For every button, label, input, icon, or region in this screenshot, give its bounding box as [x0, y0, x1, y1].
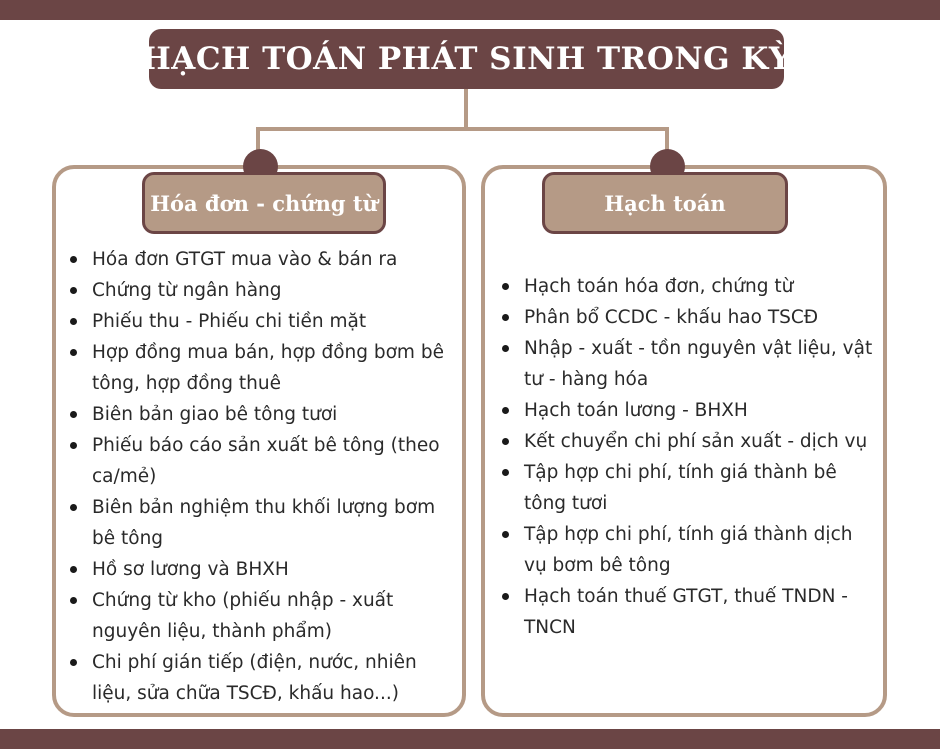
list-item: Tập hợp chi phí, tính giá thành dịch vụ bơm bê tông: [500, 519, 875, 581]
diagram-title: HẠCH TOÁN PHÁT SINH TRONG KỲ: [149, 29, 784, 89]
top-band: [0, 0, 940, 20]
list-item: Biên bản nghiệm thu khối lượng bơm bê tông: [68, 492, 453, 554]
list-item: Hồ sơ lương và BHXH: [68, 554, 453, 585]
list-item: Phân bổ CCDC - khấu hao TSCĐ: [500, 302, 875, 333]
list-item: Hợp đồng mua bán, hợp đồng bơm bê tông, hợp đồng thuê: [68, 337, 453, 399]
left-item-list: [68, 244, 453, 709]
list-item: Tập hợp chi phí, tính giá thành bê tông tươi: [500, 457, 875, 519]
right-item-list: [500, 271, 875, 643]
bottom-band: [0, 729, 940, 749]
list-item: Phiếu thu - Phiếu chi tiền mặt: [68, 306, 453, 337]
list-item: Hạch toán thuế GTGT, thuế TNDN - TNCN: [500, 581, 875, 643]
list-item: Chứng từ kho (phiếu nhập - xuất nguyên liệu, thành phẩm): [68, 585, 453, 647]
list-item: Hóa đơn GTGT mua vào & bán ra: [68, 244, 453, 275]
left-heading: Hóa đơn - chứng từ: [142, 172, 386, 234]
list-item: Biên bản giao bê tông tươi: [68, 399, 453, 430]
list-item: Hạch toán lương - BHXH: [500, 395, 875, 426]
list-item: Nhập - xuất - tồn nguyên vật liệu, vật tư - hàng hóa: [500, 333, 875, 395]
list-item: Phiếu báo cáo sản xuất bê tông (theo ca/mẻ): [68, 430, 453, 492]
list-item: Chứng từ ngân hàng: [68, 275, 453, 306]
right-heading: Hạch toán: [542, 172, 788, 234]
list-item: Kết chuyển chi phí sản xuất - dịch vụ: [500, 426, 875, 457]
list-item: Chi phí gián tiếp (điện, nước, nhiên liệu, sửa chữa TSCĐ, khấu hao...): [68, 647, 453, 709]
list-item: Hạch toán hóa đơn, chứng từ: [500, 271, 875, 302]
